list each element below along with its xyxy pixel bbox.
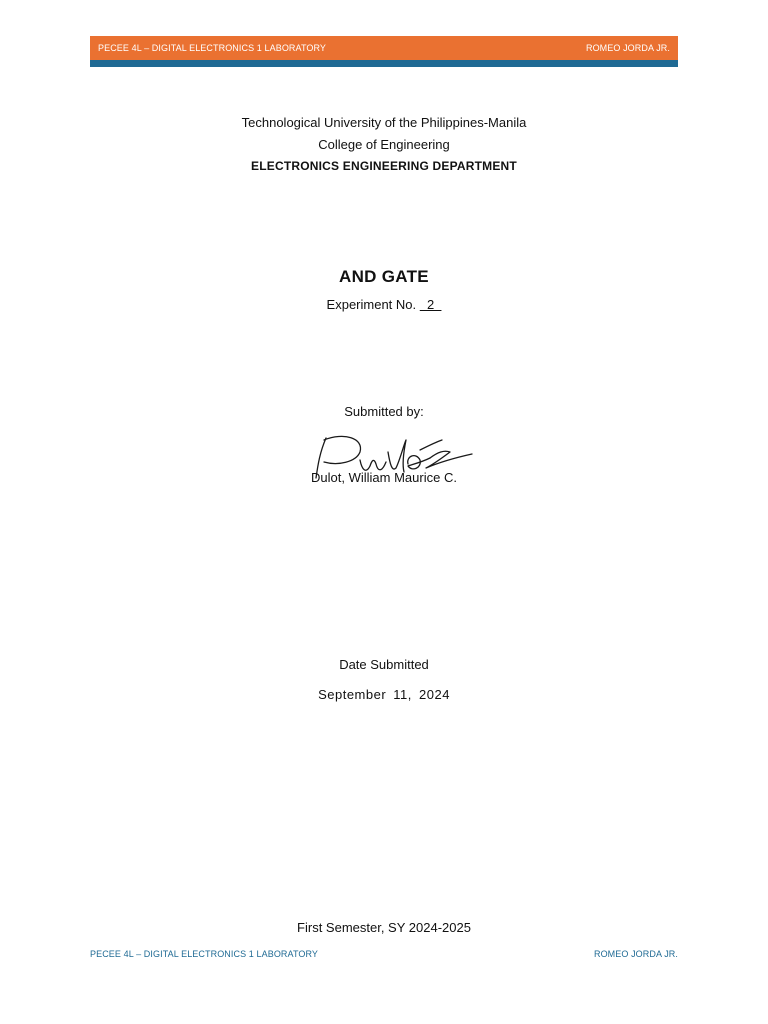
university-name: Technological University of the Philippines-Manila xyxy=(241,115,527,130)
header-instructor: ROMEO JORDA JR. xyxy=(585,43,670,53)
footer xyxy=(90,949,678,959)
header-rule xyxy=(90,60,678,67)
experiment-number: 2 xyxy=(419,297,442,312)
header-band xyxy=(90,36,678,60)
author-name: Dulot, William Maurice C. xyxy=(311,470,457,485)
college-name: College of Engineering xyxy=(318,137,450,152)
experiment-line xyxy=(0,297,768,312)
header-course: PECEE 4L – DIGITAL ELECTRONICS 1 LABORATORY xyxy=(98,43,327,53)
submitted-by-label: Submitted by: xyxy=(344,404,424,419)
semester-line: First Semester, SY 2024-2025 xyxy=(297,920,471,935)
date-submitted-label: Date Submitted xyxy=(339,657,429,672)
experiment-label: Experiment No. xyxy=(326,297,417,312)
date-submitted: September 11, 2024 xyxy=(318,687,450,702)
report-title: AND GATE xyxy=(339,267,429,286)
footer-instructor: ROMEO JORDA JR. xyxy=(593,949,678,959)
footer-course: PECEE 4L – DIGITAL ELECTRONICS 1 LABORATORY xyxy=(90,949,319,959)
department-name: ELECTRONICS ENGINEERING DEPARTMENT xyxy=(251,159,517,173)
